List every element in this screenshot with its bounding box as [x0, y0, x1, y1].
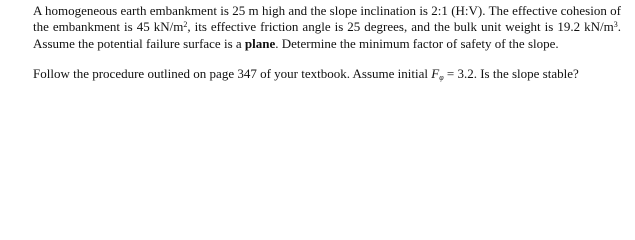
problem-text: A homogeneous earth embankment is 25 m high and the slope inclination is 2:1 (H:V). The effective cohesion of the embankment is 45 kN/m [33, 3, 621, 35]
problem-text: , its effective friction angle is 25 degrees, and the bulk unit weight is 19.2 kN/m [187, 19, 614, 35]
instruction-text: = 3.2. Is the slope stable? [443, 65, 579, 81]
factor-of-safety-symbol: F [431, 65, 440, 81]
problem-text: . Determine the minimum factor of safety of the slope. [275, 35, 559, 51]
problem-paragraph [33, 3, 621, 52]
instruction-paragraph [33, 66, 621, 82]
unit-exponent: 2 [183, 20, 188, 30]
unit-exponent: 3 [613, 20, 618, 30]
instruction-text: Follow the procedure outlined on page 347 of your textbook. Assume initial [33, 65, 432, 81]
factor-of-safety-subscript: φ [439, 72, 444, 82]
problem-text: . Assume the potential failure surface is a [33, 19, 621, 51]
emphasis-plane: plane [244, 35, 276, 51]
